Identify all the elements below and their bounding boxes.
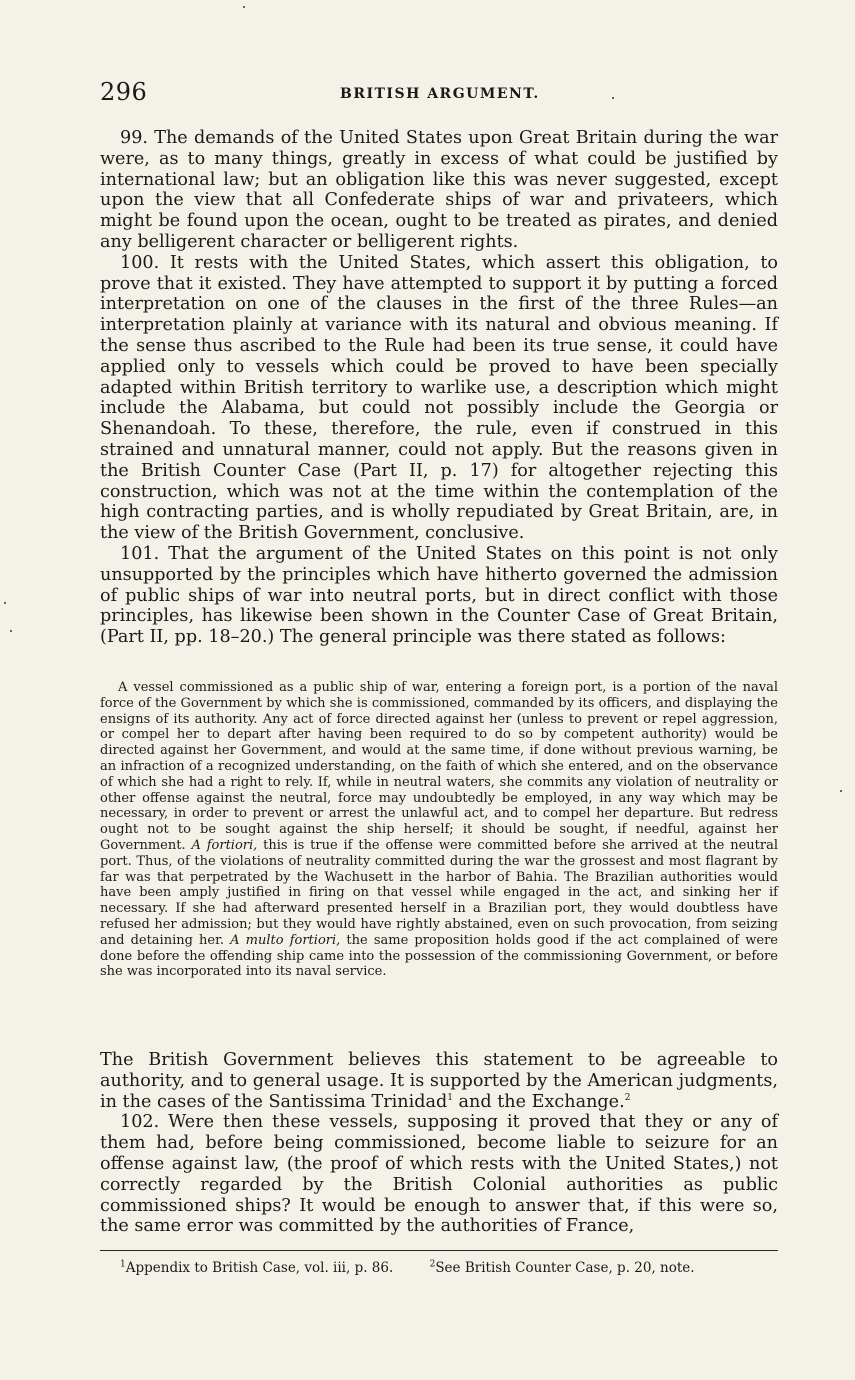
continuation-text: The British Government believes this statement to be agreeable to authority, and to general usage. It is supported by the American judgments, in the cases of the Santissima Trinidad: [100, 1050, 778, 1112]
footnote-2-mark: 2: [429, 1259, 436, 1270]
quote-italic-a-multo-fortiori: A multo fortiori,: [230, 932, 341, 948]
print-speck: [10, 630, 12, 632]
page-header: [100, 78, 780, 110]
print-speck: [243, 6, 245, 8]
footnotes: [120, 1259, 780, 1277]
quote-part-3: the same proposition holds good if the act complained of were done before the offending ship came into the possession of the commissioning Government, or before she was incorporated into its naval service.: [100, 932, 778, 980]
quote-part-1: A vessel commissioned as a public ship of war, entering a foreign port, is a portion of the naval force of the Government by which she is commissioned, commanded by its officers, and displaying the ensigns of its authority. Any act of force directed against her (unless to prevent or repel aggression, or compel her to depart after having been required to do so by competent authority) would be directed against her Government, and would at the same time, if done without previous warning, be an infraction of a recognized understanding, on the faith of which she entered, and on the observance of which she had a right to rely. If, while in neutral waters, she commits any violation of neutrality or other offense against the neutral, force may undoubtedly be employed, in any way which may be necessary, in order to prevent or arrest the unlawful act, and to compel her departure. But redress ought not to be sought against the ship herself; it should be sought, if needful, against her Government.: [100, 680, 778, 853]
footnote-divider: [100, 1250, 778, 1251]
footnote-2-text: See British Counter Case, p. 20, note.: [435, 1260, 695, 1276]
main-text: [100, 128, 778, 648]
quote-part-2: this is true if the offense were committed before she arrived at the neutral port. Thus, of the violations of neutrality committed during the war the grossest and most flagrant by far was that perpetrated by the Wachusett in the harbor of Bahia. The Brazilian authorities would have been amply justified in firing on that vessel while engaged in the act, and sinking her if necessary. If she had afterward presented herself in a Brazilian port, they would doubtless have refused her admission; but they would have rightly abstained, even on such provocation, from seizing and detaining her.: [100, 837, 779, 948]
paragraph-100: 100. It rests with the United States, which assert this obligation, to prove that it existed. They have attempted to support it by putting a forced interpretation on one of the clauses in the first of the three Rules—an interpretation plainly at variance with its natural and obvious meaning. If the sense thus ascribed to the Rule had been its true sense, it could have applied only to vessels which could be proved to have been specially adapted within British territory to warlike use, a description which might include the Alabama, but could not possibly include the Georgia or Shenandoah. To these, therefore, the rule, even if construed in this strained and unnatural manner, could not apply. But the reasons given in the British Counter Case (Part II, p. 17) for altogether rejecting this construction, which was not at the time within the contemplation of the high contracting parties, and is wholly repudiated by Great Britain, are, in the view of the British Government, conclusive.: [100, 252, 778, 544]
footnote-ref-1: 1: [447, 1092, 453, 1103]
footnote-1: [120, 1259, 393, 1277]
page-number: 296: [100, 78, 148, 106]
quote-italic-a-fortiori: A fortiori,: [191, 837, 258, 853]
paragraph-101: 101. That the argument of the United States on this point is not only unsupported by the principles which have hitherto governed the admission of public ships of war into neutral ports, but in direct conflict with those principles, has likewise been shown in the Counter Case of Great Britain, (Part II, pp. 18–20.) The general principle was there stated as follows:: [100, 543, 778, 648]
running-head: BRITISH ARGUMENT.: [340, 86, 540, 102]
print-speck: [4, 602, 6, 604]
paragraph-continuation: [100, 1050, 778, 1112]
block-quotation: [100, 680, 778, 980]
footnote-2: [430, 1259, 695, 1277]
footnote-1-text: Appendix to British Case, vol. iii, p. 86.: [125, 1260, 394, 1276]
paragraph-102: 102. Were then these vessels, supposing it proved that they or any of them had, before being commissioned, become liable to seizure for an offense against law, (the proof of which rests with the United States,) not correctly regarded by the British Colonial authorities as public commissioned ships? It would be enough to answer that, if this were so, the same error was committed by the authorities of France,: [100, 1112, 778, 1237]
footnote-1-mark: 1: [120, 1259, 126, 1270]
continuation-mid: and the Exchange.: [452, 1091, 625, 1112]
main-text-continued: [100, 1050, 778, 1237]
paragraph-99: 99. The demands of the United States upon Great Britain during the war were, as to many things, greatly in excess of what could be justified by international law; but an obligation like this was never suggested, except upon the view that all Confederate ships of war and privateers, which might be found upon the ocean, ought to be treated as pirates, and denied any belligerent character or belligerent rights.: [100, 128, 778, 252]
print-speck: [840, 790, 842, 792]
footnote-ref-2: 2: [624, 1092, 631, 1103]
quotation-text: [100, 680, 778, 980]
